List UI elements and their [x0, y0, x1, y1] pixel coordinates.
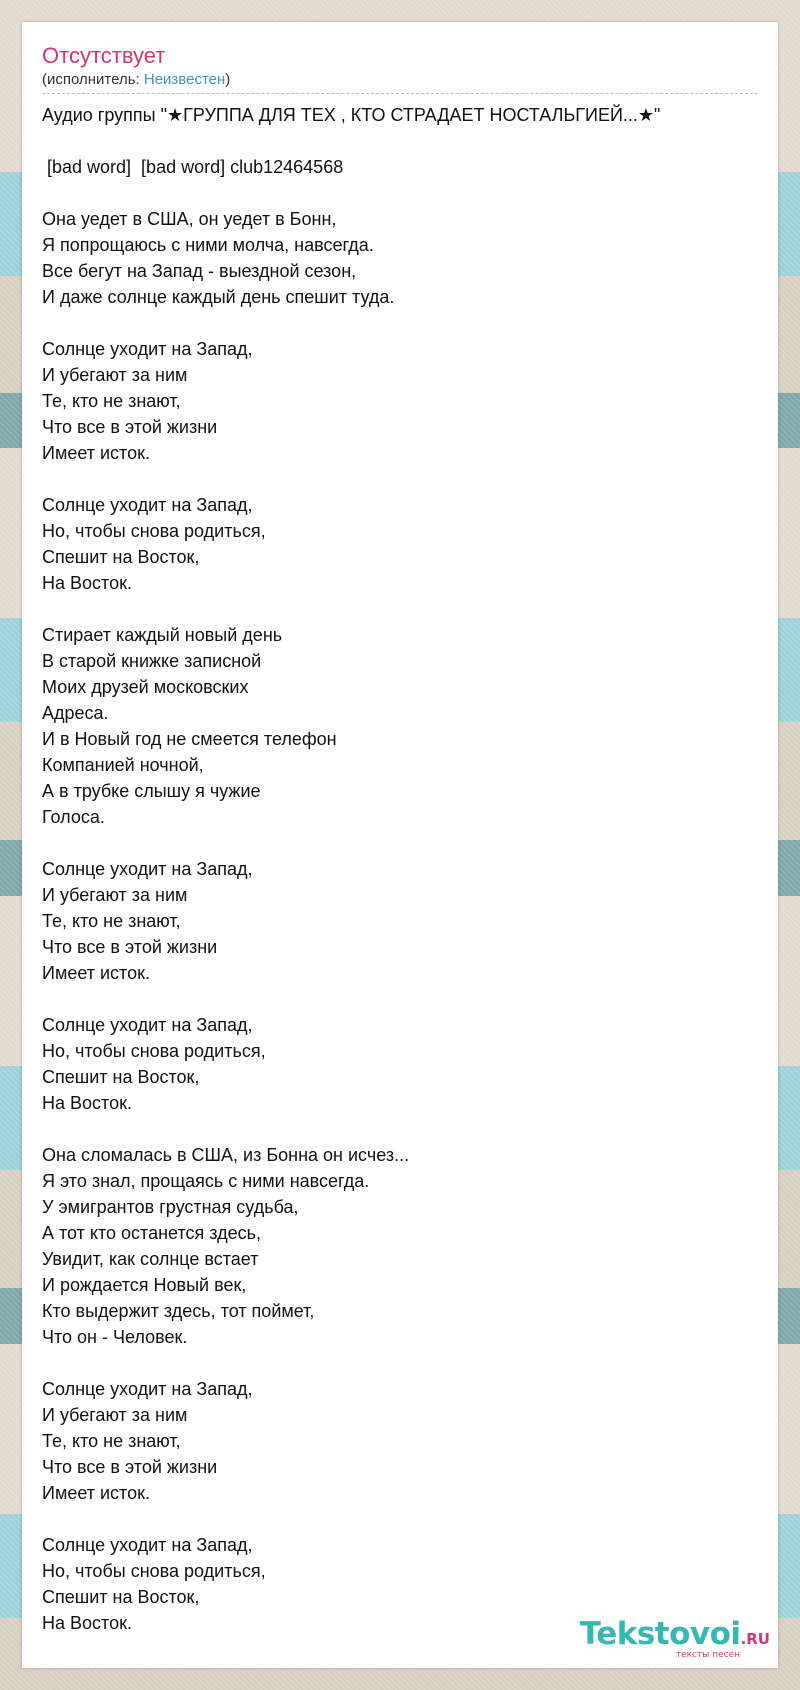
logo-main-text: Tekstovoi: [579, 1616, 741, 1652]
logo-tagline: тексты песен: [675, 1650, 740, 1660]
divider: [42, 93, 758, 94]
artist-prefix: (исполнитель:: [42, 71, 144, 88]
logo-domain: .RU: [740, 1630, 770, 1648]
artist-link[interactable]: Неизвестен: [143, 71, 226, 88]
lyrics-card: [22, 22, 778, 1668]
artist-line: [42, 71, 230, 89]
artist-suffix: ): [225, 71, 231, 88]
site-logo[interactable]: [580, 1618, 770, 1660]
lyrics-text: Аудио группы "★ГРУППА ДЛЯ ТЕХ , КТО СТРАДАЕТ НОСТАЛЬГИЕЙ...★" [bad word] [bad word] club12464568 Она уедет в США, он уедет в Бонн, Я попрощаюсь с ними молча, навсегда. Все бегут на Запад - выездной сезон, И даже солнце каждый день спешит туда. Солнце уходит на Запад, И убегают за ним Те, кто не знают, Что все в этой жизни Имеет исток. Солнце уходит на Запад, Но, чтобы снова родиться, Спешит на Восток, На Восток. Стирает каждый новый день В старой книжке записной Моих друзей московских Адреса. И в Новый год не смеется телефон Компанией ночной, А в трубке слышу я чужие Голоса. Солнце уходит на Запад, И убегают за ним Те, кто не знают, Что все в этой жизни Имеет исток. Солнце уходит на Запад, Но, чтобы снова родиться, Спешит на Восток, На Восток. Она сломалась в США, из Бонна он исчез... Я это знал, прощаясь с ними навсегда. У эмигрантов грустная судьба, А тот кто останется здесь, Увидит, как солнце встает И рождается Новый век, Кто выдержит здесь, тот поймет, Что он - Человек. Солнце уходит на Запад, И убегают за ним Те, кто не знают, Что все в этой жизни Имеет исток. Солнце уходит на Запад, Но, чтобы снова родиться, Спешит на Восток, На Восток.: [42, 105, 661, 1633]
song-title: Отсутствует: [42, 43, 166, 68]
